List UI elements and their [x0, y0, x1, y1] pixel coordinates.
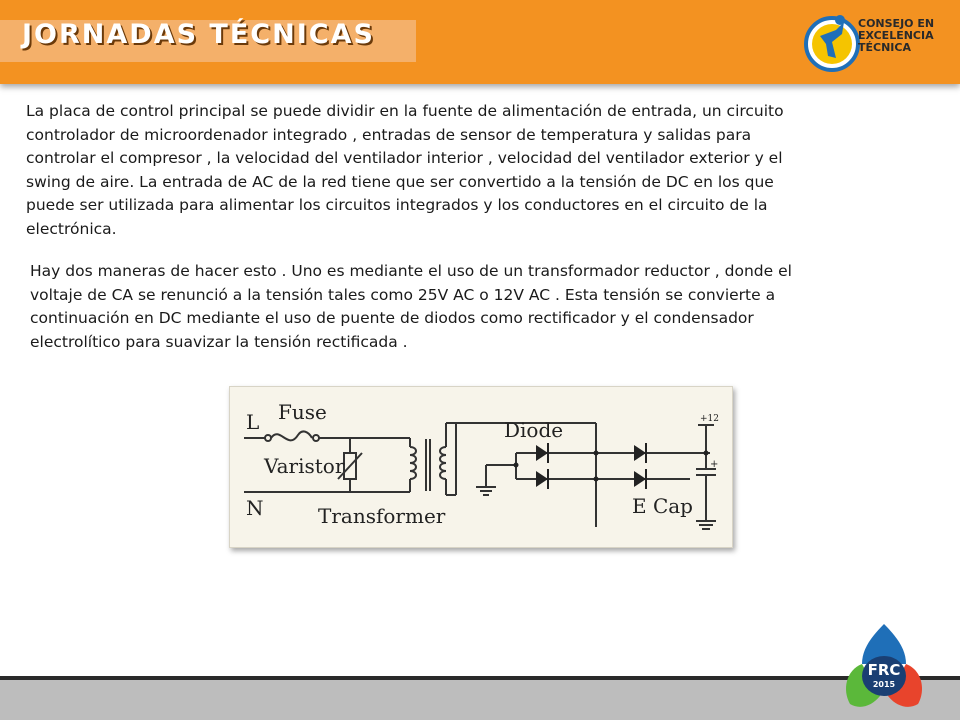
frc-logo-icon	[836, 620, 932, 720]
paragraph-intro: La placa de control principal se puede dividir en la fuente de alimentación de entrada, un circuito controlador de microordenador integrado , entradas de sensor de temperatura y salidas para controlar el compresor , la velocidad del ventilador interior , velocidad del ventilador exterior y el swing de aire. La entrada de AC de la red tiene que ser convertido a la tensión de DC en los que puede ser utilizada para alimentar los circuitos integrados y los conductores en el circuito de la electrónica.	[26, 102, 784, 238]
paragraph-methods: Hay dos maneras de hacer esto . Uno es mediante el uso de un transformador reductor , donde el voltaje de CA se renunció a la tensión tales como 25V AC o 12V AC . Esta tensión se convierte a continuación en DC mediante el uso de puente de diodos como rectificador y el condensador electrolítico para suavizar la tensión rectificada .	[30, 262, 792, 351]
label-diode: Diode	[504, 418, 564, 442]
label-L: L	[246, 410, 260, 434]
brand-line-1: CONSEJO EN	[858, 17, 935, 30]
header-bar	[0, 0, 960, 84]
label-fuse: Fuse	[278, 400, 327, 424]
label-ecap: E Cap	[632, 494, 693, 518]
label-transformer: Transformer	[318, 504, 446, 528]
label-N: N	[246, 496, 264, 520]
brand-line-3: TÉCNICA	[858, 41, 911, 54]
label-varistor: Varistor	[264, 454, 345, 478]
frc-logo-text: FRC	[867, 661, 901, 679]
label-plus: +	[710, 459, 719, 470]
brand-line-2: EXCELENCIA	[858, 29, 934, 42]
frc-logo-year: 2015	[872, 680, 896, 689]
circuit-svg	[230, 387, 732, 547]
page-title: JORNADAS TÉCNICAS	[22, 19, 375, 50]
brand-name	[858, 18, 934, 54]
label-plus12: +12	[700, 414, 719, 424]
footer-bar	[0, 676, 960, 720]
circuit-diagram	[229, 386, 733, 548]
